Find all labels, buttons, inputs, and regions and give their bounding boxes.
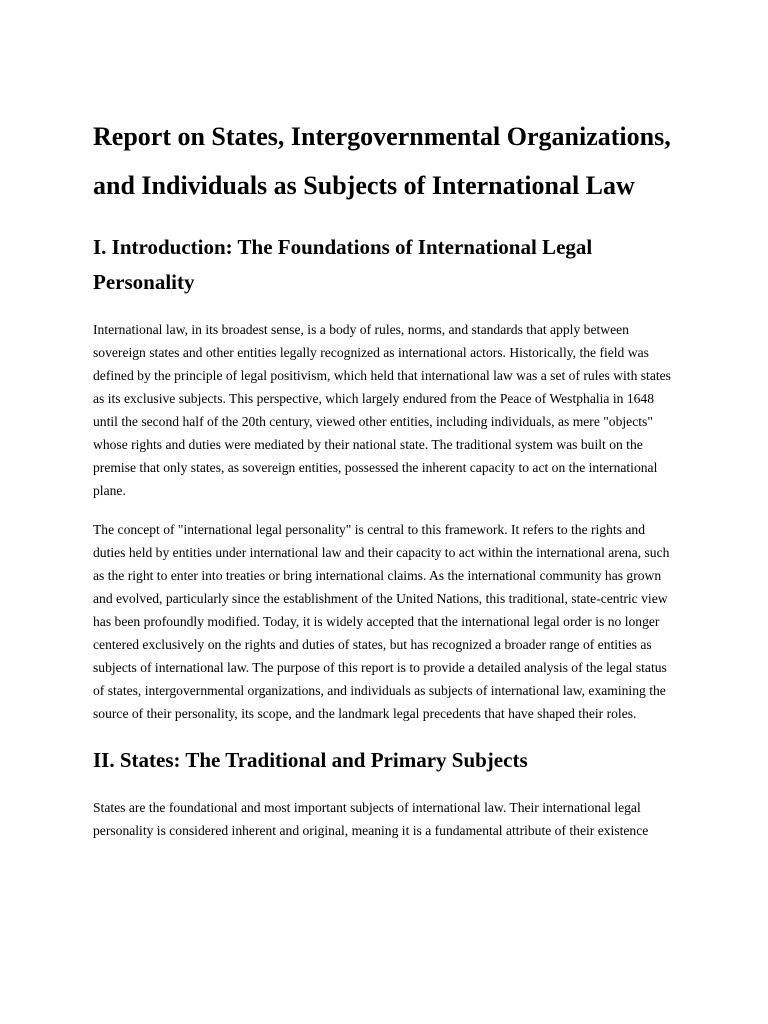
paragraph-introduction-1: International law, in its broadest sense, is a body of rules, norms, and standards that apply between sovereign states and other entities legally recognized as international actors. Historically, the field was defined by the principle of legal positivism, which held that international law was a set of rules with states as its exclusive subjects. This perspective, which largely endured from the Peace of Westphalia in 1648 until the second half of the 20th century, viewed other entities, including individuals, as mere "objects" whose rights and duties were mediated by their national state. The traditional system was built on the premise that only states, as sovereign entities, possessed the inherent capacity to act on the international plane. xyxy=(93,322,671,498)
paragraph-states-1: States are the foundational and most important subjects of international law. Their international legal personality is considered inherent and original, meaning it is a fundamental attribute of their existence xyxy=(93,800,649,838)
document-title: Report on States, Intergovernmental Organizations, and Individuals as Subjects of International Law xyxy=(93,122,671,200)
document-page xyxy=(93,112,678,842)
section-heading-introduction: I. Introduction: The Foundations of International Legal Personality xyxy=(93,235,593,294)
paragraph-introduction-2: The concept of "international legal personality" is central to this framework. It refers to the rights and duties held by entities under international law and their capacity to act within the international arena, such as the right to enter into treaties or bring international claims. As the international community has grown and evolved, particularly since the establishment of the United Nations, this traditional, state-centric view has been profoundly modified. Today, it is widely accepted that the international legal order is no longer centered exclusively on the rights and duties of states, but has recognized a broader range of entities as subjects of international law. The purpose of this report is to provide a detailed analysis of the legal status of states, intergovernmental organizations, and individuals as subjects of international law, examining the source of their personality, its scope, and the landmark legal precedents that have shaped their roles. xyxy=(93,522,670,721)
section-heading-states: II. States: The Traditional and Primary Subjects xyxy=(93,748,528,772)
